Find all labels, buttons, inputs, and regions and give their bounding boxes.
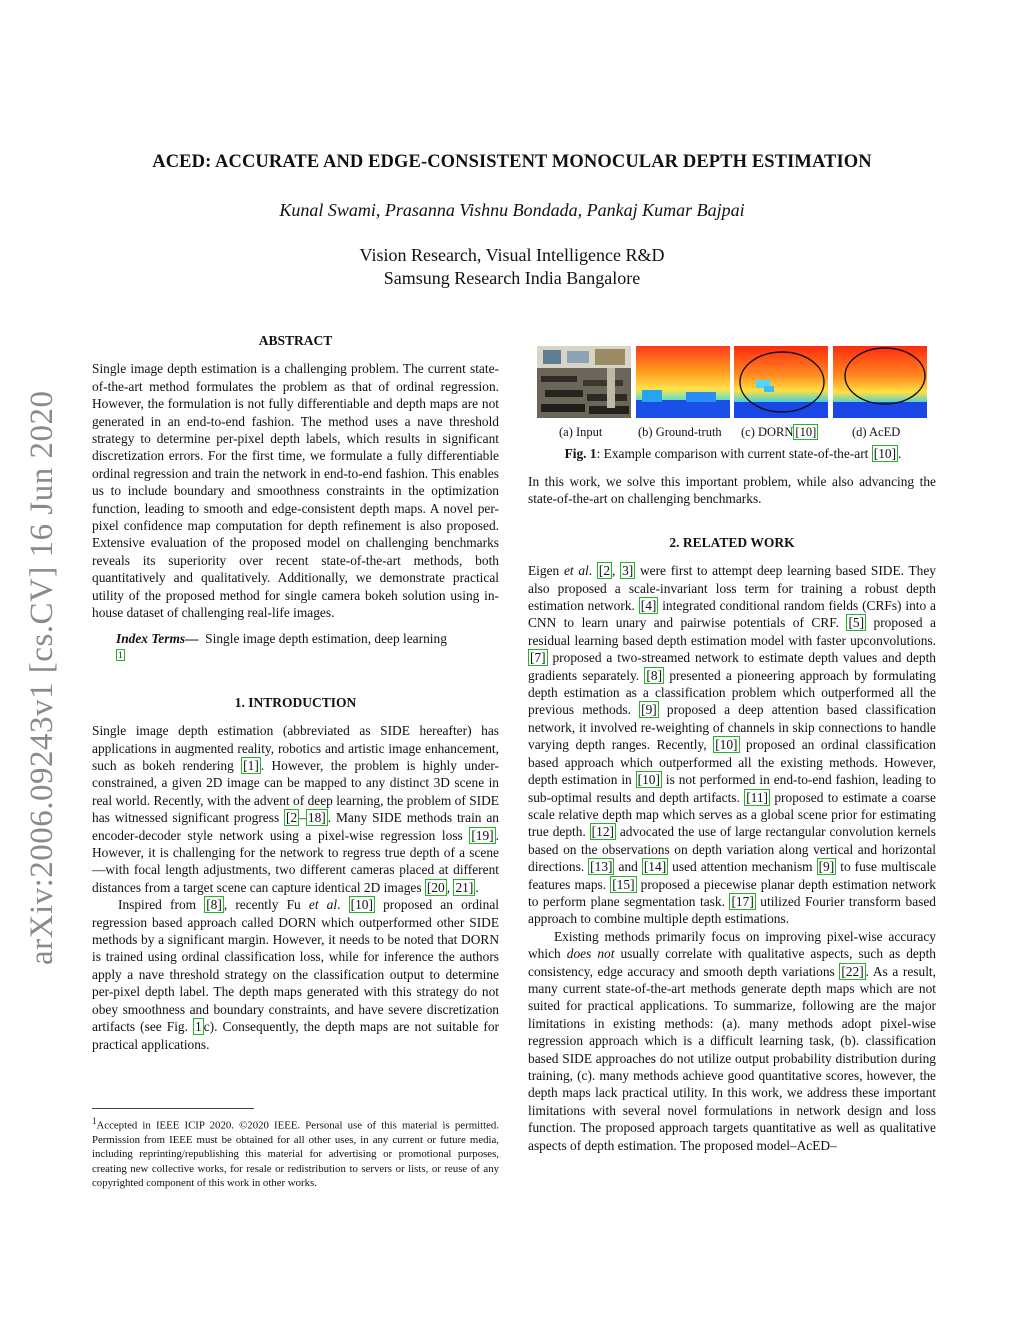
index-terms-label: Index Terms—	[116, 630, 199, 646]
introduction-paragraph-1: Single image depth estimation (abbreviated as SIDE hereafter) has applications in augmented reality, robotics and artistic image enhancement, such as bokeh rendering [1] . However, the problem is highly under-constrained, a given 2D image can be mapped to any distinct 3D scene in real world. Recently, with the advent of deep learning, the problem of SIDE has witnessed significant progress [2 – 18] . Many SIDE methods train an encoder-decoder style network using a pixel-wise regression loss [19] . However, it is challenging for the network to regress true depth of a scene—with focal length adjustments, two different cameras placed at different distances from a target scene can capture identical 2D images [20 , 21] .	[92, 723, 500, 895]
citation-link[interactable]: [8]	[646, 667, 663, 683]
left-column	[92, 332, 499, 1053]
citation-link[interactable]: 3]	[622, 563, 634, 579]
index-terms-text: Single image depth estimation, deep learning	[205, 630, 447, 646]
figure-1	[537, 346, 937, 418]
paper-title: ACED: ACCURATE AND EDGE-CONSISTENT MONOCULAR DEPTH ESTIMATION	[152, 152, 872, 172]
subcaption-a: (a) Input	[559, 425, 603, 439]
citation-link[interactable]: [9]	[641, 702, 657, 718]
citation-link[interactable]: [11]	[746, 789, 769, 805]
citation-link[interactable]: [7]	[530, 650, 546, 666]
citation-link[interactable]: [13]	[590, 859, 613, 875]
citation-link[interactable]: [10]	[350, 897, 373, 913]
footnote-rule	[92, 1108, 254, 1109]
affiliation-line-1: Vision Research, Visual Intelligence R&D	[359, 245, 665, 265]
related-work-paragraph-1: Eigen et al. [2 , 3] were first to attempt deep learning based SIDE. They also proposed a scale-invariant loss term for training a robust depth estimation network. [4] integrated conditional random fields (CRFs) into a CNN to learn unary and pairwise potentials of CRF. [5] proposed a residual learning based depth estimation model with faster upconvolutions. [7] proposed a two-streamed network to estimate depth values and depth gradients separately. [8] presented a pioneering approach by formulating depth estimation as a classification problem which outperformed all the previous methods. [9] proposed a deep attention based classification network, it involved re-weighting of channels in skip connections to handle varying depth ranges. Recently, [10] proposed an ordinal classification based approach which outperformed all the existing methods. However, depth estimation in [10] is not performed in end-to-end fashion, leading to sub-optimal results and depth artifacts. [11] proposed to estimate a coarse scale relative depth map which serves as a global scene prior for estimating true depth. [12] advocated the use of large rectangular convolution kernels based on the observations on depth variation along vertical and horizontal directions. [13] and [14] used attention mechanism [9] to fuse multiscale features maps. [15] proposed a piecewise planar depth estimation network to perform plane segmentation task. [17] utilized Fourier transform based approach to combine multiple depth estimations.	[528, 563, 937, 927]
citation-link[interactable]: [20	[426, 879, 445, 895]
citation-link[interactable]: [19]	[471, 827, 494, 843]
citation-link[interactable]: [5]	[848, 615, 865, 631]
citation-link[interactable]: [2	[598, 563, 611, 579]
ground-truth-depth-thumbnail	[636, 346, 730, 418]
affiliation-line-2: Samsung Research India Bangalore	[383, 268, 641, 288]
index-terms-footnote-mark[interactable]: 1	[118, 649, 123, 660]
citation-link[interactable]: [12]	[591, 824, 614, 840]
figure-link[interactable]: 1	[195, 1019, 202, 1035]
introduction-heading: 1. INTRODUCTION	[234, 694, 357, 710]
intro-continuation: In this work, we solve this important problem, while also advancing the state-of-the-art on challenging benchmarks.	[528, 474, 936, 507]
paper-authors: Kunal Swami, Prasanna Vishnu Bondada, Pankaj Kumar Bajpai	[279, 200, 745, 220]
footnote-text: Accepted in IEEE ICIP 2020. ©2020 IEEE. Personal use of this material is permitted. Permission from IEEE must be obtained for all other uses, in any current or future media, including reprinting/republishing this material for advertising or promotional purposes, creating new collective works, for resale or redistribution to servers or lists, or reuse of any copyrighted component of this work in other works.	[92, 1119, 499, 1190]
subcaption-c: (c) DORN [10]	[741, 425, 817, 439]
aced-depth-thumbnail	[833, 346, 927, 418]
citation-link[interactable]: [2	[286, 810, 298, 826]
arxiv-identifier: arXiv:2006.09243v1 [cs.CV] 16 Jun 2020	[24, 390, 60, 965]
footnote-mark: 1	[92, 1116, 97, 1126]
citation-link[interactable]: [10]	[795, 425, 817, 439]
citation-link[interactable]: [1]	[243, 758, 259, 773]
citation-link[interactable]: [4]	[640, 598, 657, 614]
right-column	[528, 473, 936, 1154]
citation-link[interactable]: [14]	[643, 859, 667, 875]
related-work-paragraph-2: Existing methods primarily focus on improving pixel-wise accuracy which does not usually correlate with qualitative aspects, such as depth consistency, edge accuracy and smooth depth variations [22] . As a result, many current state-of-the-art methods generate depth maps which are not suited for practical applications. To summarize, following are the major limitations in existing methods: (a). many methods adopt pixel-wise regression approach which is a difficult learning task, (b). classification based SIDE approaches do not utilize output probability distribution during training, (c). many methods achieve good quantitative scores, however, the depth maps lack practical utility. In this work, we address these important limitations with several novel formulations in network design and loss function. The proposed approach targets quantitative as well as qualitative aspects of depth estimation. The proposed model–AcED–	[528, 928, 936, 1153]
citation-link[interactable]: [10]	[873, 446, 897, 461]
related-work-heading: 2. RELATED WORK	[669, 534, 795, 550]
abstract-heading: ABSTRACT	[258, 333, 333, 348]
citation-link[interactable]: 21]	[455, 879, 474, 895]
citation-link[interactable]: [10]	[715, 737, 738, 753]
citation-link[interactable]: [22]	[841, 963, 864, 979]
footnote	[92, 1114, 499, 1191]
index-terms	[92, 630, 499, 668]
citation-link[interactable]: [10]	[637, 772, 660, 788]
citation-link[interactable]: 18]	[307, 810, 326, 826]
citation-link[interactable]: [8]	[206, 897, 222, 913]
subcaption-b: (b) Ground-truth	[638, 425, 722, 439]
introduction-paragraph-2: Inspired from [8] , recently Fu et al. [10] proposed an ordinal regression based approach called DORN which outperformed other SIDE methods by a significant margin. However, it needs to be noted that DORN is trained using ordinal classification loss, while for inference the authors apply a nave threshold strategy on the classification output to determine per-pixel depth label. The depth maps generated with this strategy do not obey smoothness and boundary constraints, and have severe discretization artifacts (see Fig. 1 c). Consequently, the depth maps are not suitable for practical applications.	[92, 897, 500, 1052]
input-image-thumbnail	[537, 346, 631, 418]
citation-link[interactable]: [15]	[612, 876, 635, 892]
citation-link[interactable]: [17]	[731, 893, 754, 909]
subcaption-d: (d) AcED	[852, 425, 901, 439]
citation-link[interactable]: [9]	[818, 859, 835, 875]
dorn-depth-thumbnail	[734, 346, 828, 418]
figure-caption: Fig. 1: Example comparison with current state-of-the-art [10] .	[564, 446, 902, 461]
abstract-text: Single image depth estimation is a challenging problem. The current state-of-the-art method formulates the problem as that of ordinal regression. However, the formulation is not fully differentiable and depth maps are not generated in an end-to-end fashion. The method uses a nave threshold strategy to determine per-pixel depth labels, which results in significant discretization errors. For the first time, we formulate a fully differentiable ordinal regression and train the network in end-to-end fashion. This enables us to include boundary and smoothness constraints in the optimization function, leading to smooth and edge-consistent depth maps. A novel per-pixel confidence map computation for depth refinement is also proposed. Extensive evaluation of the proposed model on challenging benchmarks reveals its superiority over recent state-of-the-art methods, both quantitatively and qualitatively. Additionally, we demonstrate practical utility of the proposed method for single camera bokeh solution using in-house dataset of challenging real-life images.	[92, 361, 499, 621]
